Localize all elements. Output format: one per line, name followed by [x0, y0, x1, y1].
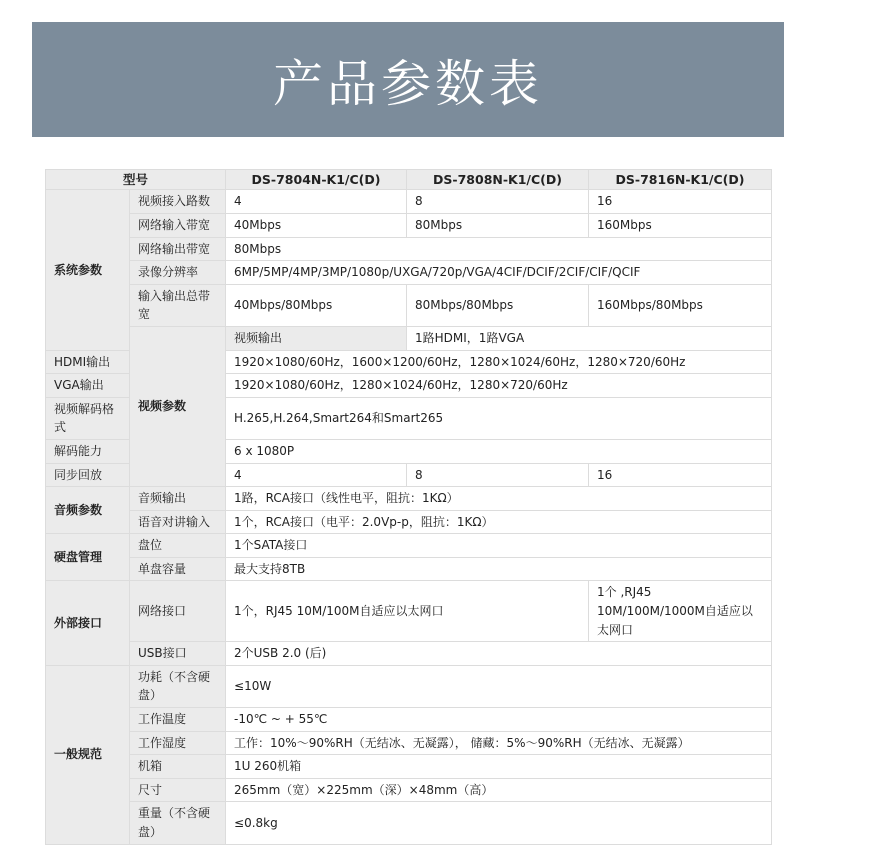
param-value: 1920×1080/60Hz，1280×1024/60Hz，1280×720/60Hz	[226, 374, 772, 398]
param-name: 网络接口	[130, 581, 226, 642]
table-row	[46, 755, 772, 779]
table-row	[46, 708, 772, 732]
param-name: 网络输入带宽	[130, 213, 226, 237]
param-name: HDMI输出	[46, 350, 130, 374]
param-name: 录像分辨率	[130, 261, 226, 285]
param-value: 1个 ,RJ45 10M/100M/1000M自适应以太网口	[589, 581, 772, 642]
param-value: 最大支持8TB	[226, 557, 772, 581]
table-row	[46, 510, 772, 534]
param-name: 输入输出总带宽	[130, 284, 226, 326]
param-value: 80Mbps	[407, 213, 589, 237]
param-name: VGA输出	[46, 374, 130, 398]
param-value: 80Mbps/80Mbps	[407, 284, 589, 326]
param-value: 16	[589, 463, 772, 487]
param-name: 工作温度	[130, 708, 226, 732]
param-value: 1920×1080/60Hz，1600×1200/60Hz，1280×1024/60Hz，1280×720/60Hz	[226, 350, 772, 374]
param-value: 1U 260机箱	[226, 755, 772, 779]
param-name: 解码能力	[46, 439, 130, 463]
table-row	[46, 642, 772, 666]
table-row	[46, 778, 772, 802]
table-row	[46, 665, 772, 707]
category-disk: 硬盘管理	[46, 534, 130, 581]
page-title: 产品参数表	[273, 54, 543, 113]
param-value: 16	[589, 190, 772, 214]
table-row	[46, 581, 772, 642]
param-name: 重量（不含硬盘）	[130, 802, 226, 844]
table-row	[46, 261, 772, 285]
table-row	[46, 326, 772, 350]
param-name: 盘位	[130, 534, 226, 558]
param-name: 语音对讲输入	[130, 510, 226, 534]
param-value: 6 x 1080P	[226, 439, 772, 463]
table-row	[46, 802, 772, 844]
category-video: 视频参数	[130, 326, 226, 486]
param-value: H.265,H.264,Smart264和Smart265	[226, 397, 772, 439]
param-value: 160Mbps	[589, 213, 772, 237]
param-name: 视频接入路数	[130, 190, 226, 214]
param-value: 1路HDMI，1路VGA	[407, 326, 772, 350]
category-system: 系统参数	[46, 190, 130, 350]
table-row	[46, 487, 772, 511]
param-value: 2个USB 2.0 (后)	[226, 642, 772, 666]
param-value: 80Mbps	[226, 237, 772, 261]
param-name: 音频输出	[130, 487, 226, 511]
param-name: 工作湿度	[130, 731, 226, 755]
param-value: ≤10W	[226, 665, 772, 707]
table-row	[46, 534, 772, 558]
header-model: 型号	[46, 170, 226, 190]
param-name: 尺寸	[130, 778, 226, 802]
param-value: 6MP/5MP/4MP/3MP/1080p/UXGA/720p/VGA/4CIF/DCIF/2CIF/CIF/QCIF	[226, 261, 772, 285]
param-name: 视频输出	[226, 326, 407, 350]
category-external: 外部接口	[46, 581, 130, 665]
param-name: 功耗（不含硬盘）	[130, 665, 226, 707]
param-name: USB接口	[130, 642, 226, 666]
table-row	[46, 284, 772, 326]
header-model-1: DS-7804N-K1/C(D)	[226, 170, 407, 190]
param-name: 视频解码格式	[46, 397, 130, 439]
category-general: 一般规范	[46, 665, 130, 844]
param-name: 机箱	[130, 755, 226, 779]
param-value: 265mm（宽）×225mm（深）×48mm（高）	[226, 778, 772, 802]
param-value: ≤0.8kg	[226, 802, 772, 844]
header-model-2: DS-7808N-K1/C(D)	[407, 170, 589, 190]
param-value: 8	[407, 463, 589, 487]
table-row	[46, 213, 772, 237]
param-value: 8	[407, 190, 589, 214]
param-value: 4	[226, 190, 407, 214]
param-value: 1个SATA接口	[226, 534, 772, 558]
param-value: -10℃ ~ + 55℃	[226, 708, 772, 732]
spec-table	[45, 169, 772, 845]
table-row	[46, 190, 772, 214]
category-audio: 音频参数	[46, 487, 130, 534]
param-value: 40Mbps	[226, 213, 407, 237]
param-name: 网络输出带宽	[130, 237, 226, 261]
table-row	[46, 731, 772, 755]
table-row	[46, 557, 772, 581]
table-row	[46, 237, 772, 261]
param-name: 单盘容量	[130, 557, 226, 581]
param-value: 1个，RCA接口（电平：2.0Vp-p，阻抗：1KΩ）	[226, 510, 772, 534]
table-header-row	[46, 170, 772, 190]
param-value: 工作：10%～90%RH（无结冰、无凝露）， 储藏：5%～90%RH（无结冰、无凝露）	[226, 731, 772, 755]
param-value: 1个，RJ45 10M/100M自适应以太网口	[226, 581, 589, 642]
title-banner	[32, 22, 784, 137]
param-value: 1路，RCA接口（线性电平，阻抗：1KΩ）	[226, 487, 772, 511]
param-value: 40Mbps/80Mbps	[226, 284, 407, 326]
param-name: 同步回放	[46, 463, 130, 487]
header-model-3: DS-7816N-K1/C(D)	[589, 170, 772, 190]
param-value: 4	[226, 463, 407, 487]
param-value: 160Mbps/80Mbps	[589, 284, 772, 326]
